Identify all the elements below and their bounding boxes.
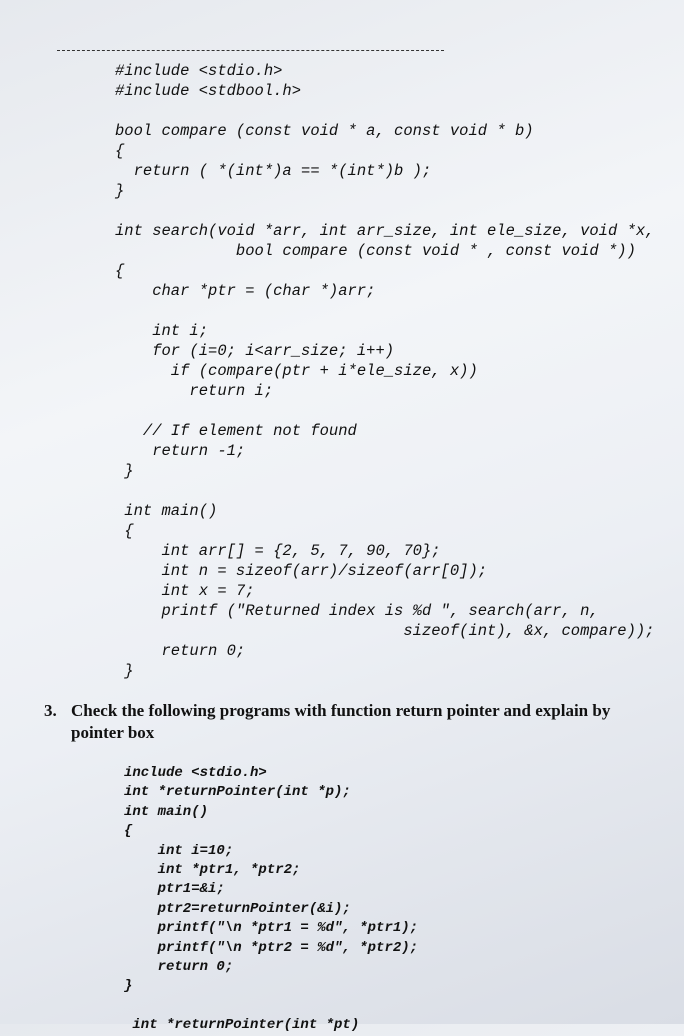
code-line: int i; xyxy=(115,322,209,340)
code-line: return i; xyxy=(115,382,274,400)
code-line: #include <stdbool.h> xyxy=(115,82,302,100)
code-line: ptr2=returnPointer(&i); xyxy=(124,900,351,917)
code-line: char *ptr = (char *)arr; xyxy=(115,282,376,300)
code-line: return ( *(int*)a == *(int*)b ); xyxy=(115,162,432,180)
code-line: int main() xyxy=(124,803,209,820)
code-line xyxy=(115,301,655,321)
code-line: bool compare (const void * , const void *)) xyxy=(115,242,636,260)
code-line: int i=10; xyxy=(124,842,234,859)
code-line xyxy=(115,481,655,501)
code-line: int *returnPointer(int *pt) xyxy=(124,1017,360,1034)
code-line: } xyxy=(124,978,133,995)
code-line: int main() xyxy=(115,502,218,520)
code-line: sizeof(int), &x, compare)); xyxy=(115,622,655,640)
code-line: ptr1=&i; xyxy=(124,881,225,898)
code-line: return 0; xyxy=(124,959,234,976)
code-line xyxy=(115,101,655,121)
code-block-return-pointer-program xyxy=(124,764,418,1036)
code-line: #include <stdio.h> xyxy=(115,62,283,80)
code-line: } xyxy=(115,182,125,200)
code-line: int *ptr1, *ptr2; xyxy=(124,862,301,879)
code-line xyxy=(115,201,655,221)
code-line: int n = sizeof(arr)/sizeof(arr[0]); xyxy=(115,562,488,580)
code-line: return 0; xyxy=(115,642,246,660)
question-text: Check the following programs with function return pointer and explain by pointer box xyxy=(71,701,611,742)
code-line: } xyxy=(115,462,134,480)
code-line: return -1; xyxy=(115,442,246,460)
code-line: for (i=0; i<arr_size; i++) xyxy=(115,342,395,360)
code-line xyxy=(124,997,418,1016)
code-line: int search(void *arr, int arr_size, int ele_size, void *x, xyxy=(115,222,655,240)
code-line: bool compare (const void * a, const void * b) xyxy=(115,122,534,140)
code-line: { xyxy=(124,823,133,840)
code-line: { xyxy=(115,142,125,160)
separator-line xyxy=(57,50,444,51)
code-line: if (compare(ptr + i*ele_size, x)) xyxy=(115,362,478,380)
code-line: } xyxy=(115,662,134,680)
code-line: int *returnPointer(int *p); xyxy=(124,784,351,801)
code-line: int x = 7; xyxy=(115,582,255,600)
code-line xyxy=(115,401,655,421)
code-line: // If element not found xyxy=(115,422,357,440)
code-line: printf ("Returned index is %d ", search(arr, n, xyxy=(115,602,599,620)
code-line: { xyxy=(115,262,125,280)
code-line: include <stdio.h> xyxy=(124,765,267,781)
question-number: 3. xyxy=(44,701,57,720)
code-line: int arr[] = {2, 5, 7, 90, 70}; xyxy=(115,542,441,560)
code-line: { xyxy=(115,522,134,540)
code-line: printf("\n *ptr1 = %d", *ptr1); xyxy=(124,920,419,937)
code-line: printf("\n *ptr2 = %d", *ptr2); xyxy=(124,939,419,956)
code-block-search-program xyxy=(115,61,655,681)
